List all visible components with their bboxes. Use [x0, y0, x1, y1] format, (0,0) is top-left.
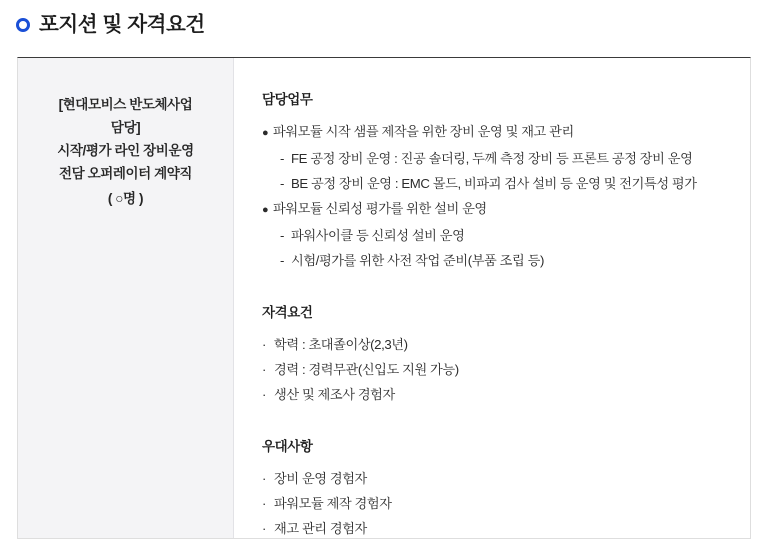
bullet-dash-icon: -: [280, 228, 284, 243]
bullet-dash-icon: -: [280, 253, 284, 268]
bullet-dot-icon: ·: [262, 362, 266, 377]
list-item-text: BE 공정 장비 운영 : EMC 몰드, 비파괴 검사 설비 등 운영 및 전기특성 평가: [291, 176, 697, 191]
bullet-dot-icon: ·: [262, 521, 266, 536]
bullet-disc-icon: ●: [262, 127, 269, 139]
section-duties: [262, 88, 750, 273]
page-header: [0, 0, 768, 48]
position-title-line: 시작/평가 라인 장비운영: [57, 143, 194, 158]
section-title: 자격요건: [262, 305, 313, 320]
section-title: 우대사항: [262, 439, 313, 454]
bullet-disc-icon: ●: [262, 204, 269, 216]
page-title: 포지션 및 자격요건: [39, 12, 205, 36]
section-preferred: [262, 435, 750, 541]
bullet-dot-icon: ·: [262, 471, 266, 486]
list-item-text: 장비 운영 경험자: [274, 471, 367, 486]
bullet-circle-icon: [16, 18, 30, 32]
position-headcount: ( ○명 ): [107, 191, 144, 206]
list-item: [262, 248, 750, 273]
section-requirements: [262, 301, 750, 407]
position-details-cell: [234, 58, 750, 538]
bullet-dash-icon: -: [280, 176, 284, 191]
list-item-text: 파워사이클 등 신뢰성 설비 운영: [291, 228, 465, 243]
list-item: [262, 491, 750, 516]
bullet-dot-icon: ·: [262, 387, 266, 402]
list-item: [262, 223, 750, 248]
list-item-text: 학력 : 초대졸이상(2,3년): [274, 337, 408, 352]
list-item: [262, 357, 750, 382]
list-item-text: 파워모듈 시작 샘플 제작을 위한 장비 운영 및 재고 관리: [273, 124, 574, 139]
list-item-text: FE 공정 장비 운영 : 진공 솔더링, 두께 측정 장비 등 프론트 공정 장비 운영: [291, 151, 693, 166]
list-item: [262, 119, 750, 146]
position-title-cell: [18, 58, 234, 538]
list-item: [262, 466, 750, 491]
bullet-dash-icon: -: [280, 151, 284, 166]
list-item: [262, 146, 750, 171]
position-title-line: [현대모비스 반도체사업: [58, 97, 193, 112]
list-item-text: 파워모듈 제작 경험자: [274, 496, 392, 511]
list-item-text: 생산 및 제조사 경험자: [274, 387, 395, 402]
list-item-text: 경력 : 경력무관(신입도 지원 가능): [274, 362, 459, 377]
bullet-dot-icon: ·: [262, 496, 266, 511]
list-item-text: 재고 관리 경험자: [274, 521, 367, 536]
list-item: [262, 171, 750, 196]
list-item: [262, 516, 750, 541]
position-requirements-table: [17, 57, 751, 539]
list-item: [262, 332, 750, 357]
list-item-text: 시험/평가를 위한 사전 작업 준비(부품 조립 등): [291, 253, 544, 268]
position-title-line: 전담 오퍼레이터 계약직: [58, 166, 193, 181]
list-item: [262, 382, 750, 407]
section-title: 담당업무: [262, 92, 313, 107]
position-title-line: 담당]: [110, 120, 141, 135]
list-item: [262, 196, 750, 223]
bullet-dot-icon: ·: [262, 337, 266, 352]
list-item-text: 파워모듈 신뢰성 평가를 위한 설비 운영: [273, 201, 487, 216]
